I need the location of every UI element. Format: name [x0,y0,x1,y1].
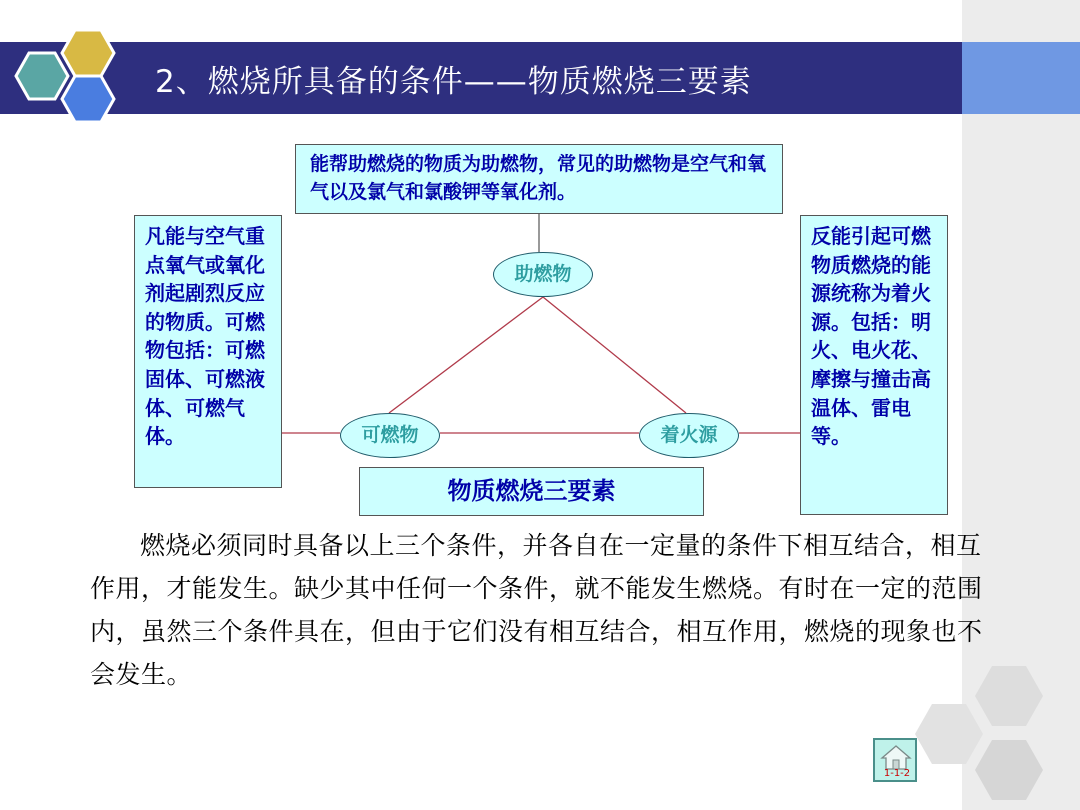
triangle-edge-left [389,297,543,413]
page-title: 2、燃烧所具备的条件——物质燃烧三要素 [155,64,752,100]
slide-number: 1-1-2 [883,768,911,779]
triangle-edge-right [543,297,686,413]
combustible-node: 可燃物 [340,413,440,458]
oxidizer-description-box: 能帮助燃烧的物质为助燃物，常见的助燃物是空气和氧气以及氯气和氯酸钾等氧化剂。 [295,144,783,214]
body-paragraph: 燃烧必须同时具备以上三个条件，并各自在一定量的条件下相互结合，相互作用，才能发生。缺少其中任何一个条件，就不能发生燃烧。有时在一定的范围内，虽然三个条件具在，但由于它们没有相互结合，相互作用，燃烧的现象也不会发生。 [90,531,983,689]
oxidizer-node: 助燃物 [493,252,593,297]
ignition-node: 着火源 [639,413,739,458]
house-icon [880,743,912,771]
combustible-description-box: 凡能与空气重点氧气或氧化剂起剧烈反应的物质。可燃物包括：可燃固体、可燃液体、可燃气体。 [134,215,282,488]
diagram-caption-box: 物质燃烧三要素 [359,467,704,516]
ignition-description-box: 反能引起可燃物质燃烧的能源统称为着火源。包括：明火、电火花、摩擦与撞击高温体、雷电等。 [800,215,948,515]
home-button[interactable] [873,738,917,782]
